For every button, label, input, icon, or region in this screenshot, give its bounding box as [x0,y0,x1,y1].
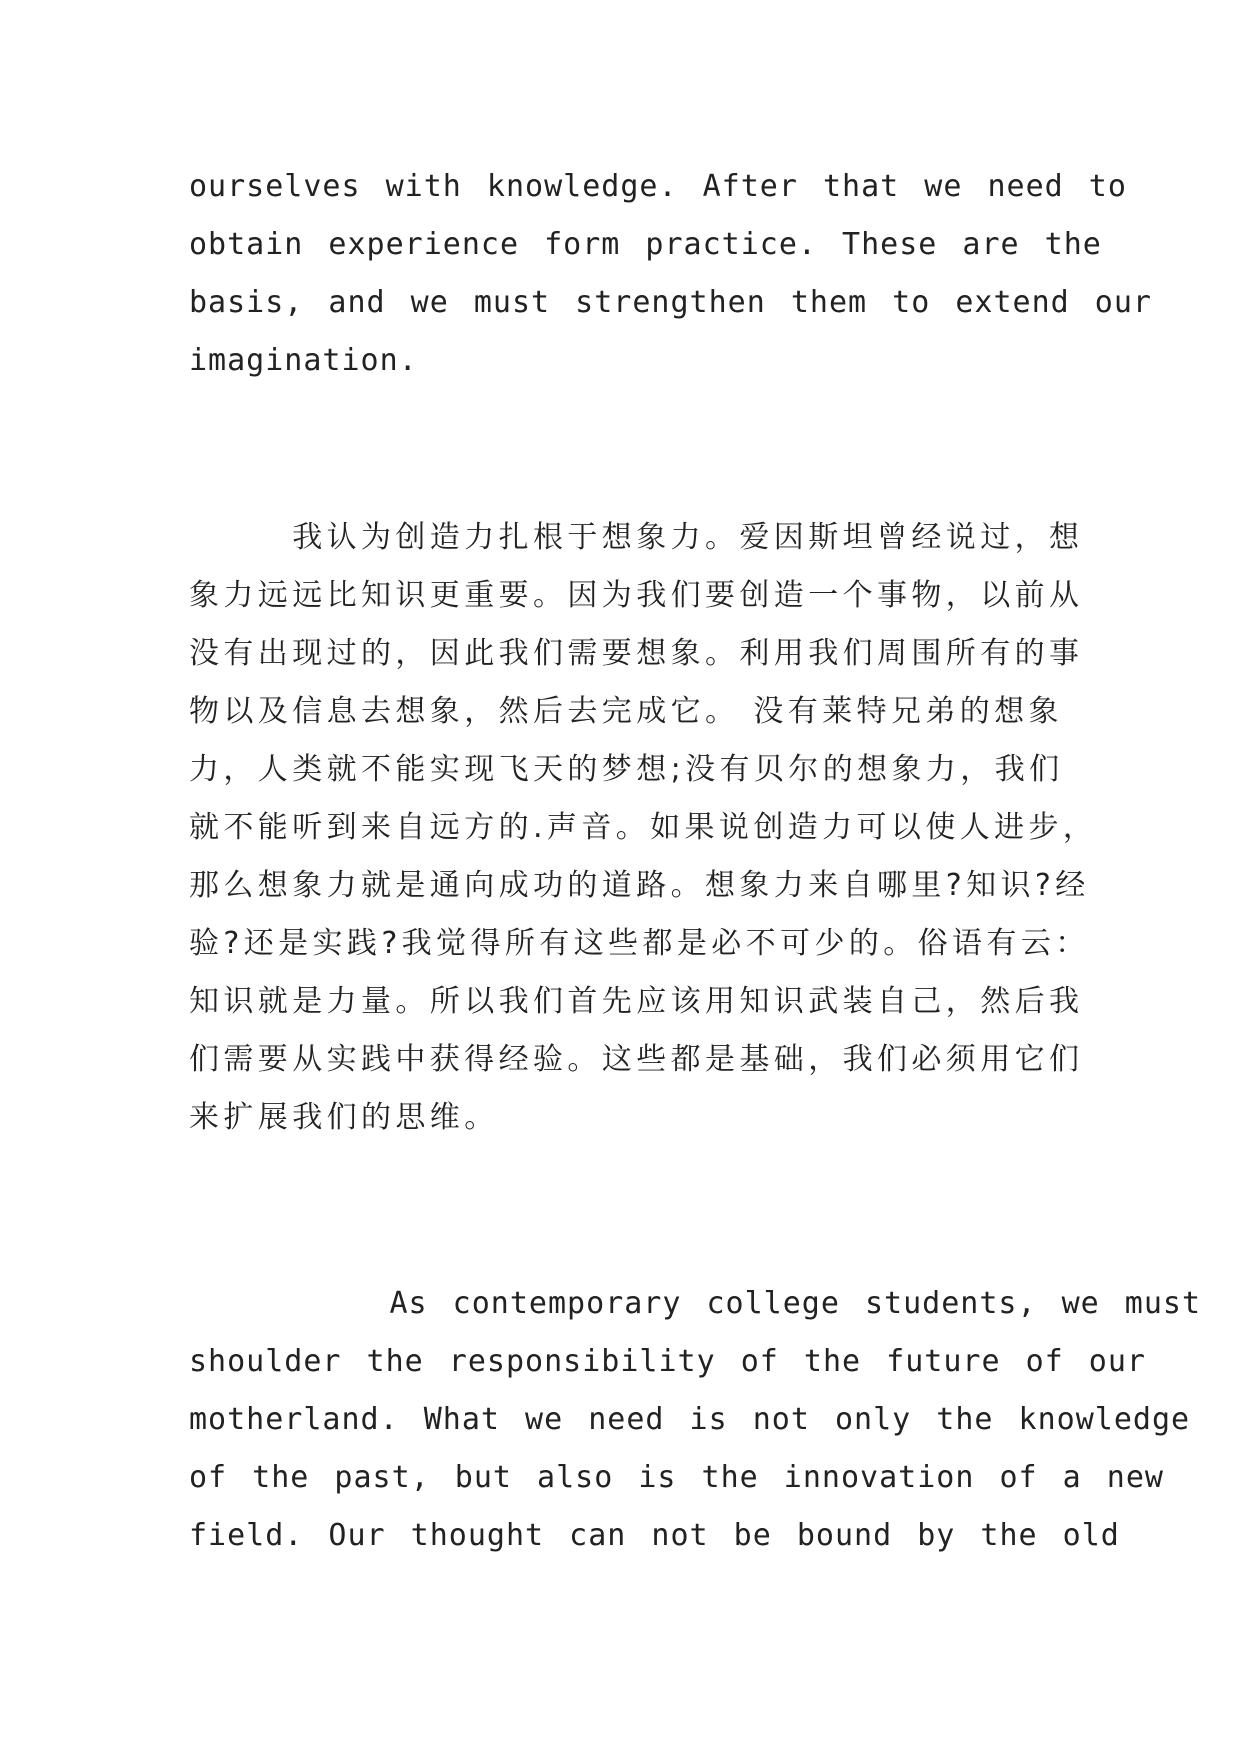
text-line: 们需要从实践中获得经验。这些都是基础，我们必须用它们 [189,1042,1084,1077]
text-line: of the past, but also is the innovation of a new [189,1460,1164,1495]
text-line: obtain experience form practice. These are the [189,227,1102,262]
paragraph-english-2 [189,1275,1202,1565]
text-line: shoulder the responsibility of the future of our [189,1344,1146,1379]
paragraph-chinese [189,509,1098,1147]
text-line: 象力远远比知识更重要。因为我们要创造一个事物，以前从 [189,578,1084,613]
text-line: motherland. What we need is not only the knowledge [189,1402,1191,1437]
text-line: 没有出现过的，因此我们需要想象。利用我们周围所有的事 [189,636,1084,671]
text-line: field. Our thought can not be bound by the old [189,1518,1120,1553]
text-line: 验?还是实践?我觉得所有这些都是必不可少的。俗语有云： [189,926,1090,961]
text-line: imagination. [189,343,418,378]
text-line: 力，人类就不能实现飞天的梦想;没有贝尔的想象力，我们 [189,752,1064,787]
text-line: 知识就是力量。所以我们首先应该用知识武装自己，然后我 [189,984,1084,1019]
text-line: ourselves with knowledge. After that we need to [189,169,1127,204]
text-line: 来扩展我们的思维。 [189,1100,499,1135]
text-line: basis, and we must strengthen them to extend our [189,285,1152,320]
text-line: 那么想象力就是通向成功的道路。想象力来自哪里?知识?经 [189,868,1090,903]
text-line: 物以及信息去想象，然后去完成它。 没有莱特兄弟的想象 [189,694,1063,729]
text-line: 就不能听到来自远方的.声音。如果说创造力可以使人进步， [189,810,1098,845]
text-line: 我认为创造力扎根于想象力。爱因斯坦曾经说过，想 [189,520,1084,555]
text-line: As contemporary college students, we must [189,1286,1202,1321]
paragraph-english-1 [189,158,1152,390]
